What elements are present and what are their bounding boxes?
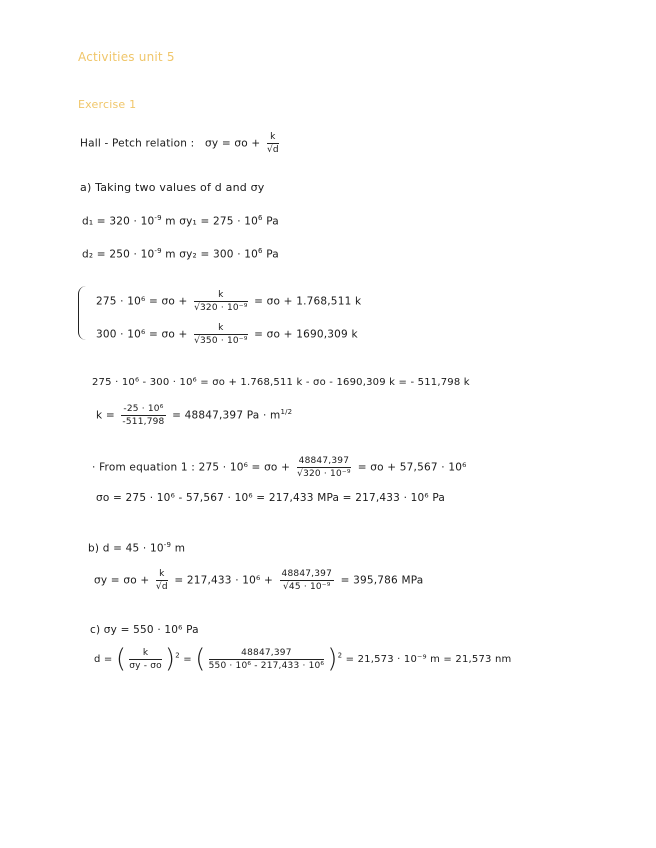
sigma1-unit: Pa xyxy=(262,215,279,228)
fraction-numerator: k xyxy=(267,132,279,144)
from-eq-fraction xyxy=(297,456,351,479)
hall-petch-fraction xyxy=(267,132,279,155)
system-equation-1 xyxy=(96,290,361,313)
sys2-right: = σo + 1690,309 k xyxy=(254,328,358,341)
fraction-denominator: σy - σo xyxy=(129,660,162,671)
exercise-heading: Exercise 1 xyxy=(78,98,137,111)
sigma0-result: σo = 275 · 10⁶ - 57,567 · 10⁶ = 217,433 MPa = 217,433 · 10⁶ Pa xyxy=(96,492,446,504)
d1-exponent: -9 xyxy=(154,214,162,222)
k-unit-exponent: 1/2 xyxy=(280,408,293,416)
d2-exponent: -9 xyxy=(154,247,162,255)
fraction-numerator: 48847,397 xyxy=(209,648,325,660)
from-eq-right: = σo + 57,567 · 10⁶ xyxy=(357,461,467,474)
part-c-mid: = xyxy=(183,654,192,665)
part-c-rhs: = 21,573 · 10⁻⁹ m = 21,573 nm xyxy=(345,654,512,665)
system-brace xyxy=(78,286,89,340)
d1-values xyxy=(82,214,279,228)
part-b-intro xyxy=(88,541,185,555)
hall-petch-lhs: σy = σo + xyxy=(205,137,261,150)
fraction-numerator: 48847,397 xyxy=(281,569,333,579)
close-paren: ) xyxy=(327,644,338,674)
fraction-denominator: √320 · 10⁻⁹ xyxy=(194,303,248,313)
hall-petch-relation xyxy=(80,132,282,155)
d1-text: d₁ = 320 · 10 xyxy=(82,215,155,228)
hall-petch-label: Hall - Petch relation : xyxy=(80,137,195,150)
k-rhs: = 48847,397 Pa · m xyxy=(172,409,281,422)
fraction-numerator: -25 · 10⁶ xyxy=(123,404,164,414)
from-eq-left: · From equation 1 : 275 · 10⁶ = σo + xyxy=(92,461,291,474)
fraction-denominator: √350 · 10⁻⁹ xyxy=(194,336,248,346)
part-b-fraction-1 xyxy=(156,569,168,592)
part-b-fraction-2 xyxy=(280,569,334,592)
part-a-intro: a) Taking two values of d and σy xyxy=(80,181,265,194)
close-paren: ) xyxy=(164,644,176,674)
sys1-right: = σo + 1.768,511 k xyxy=(254,295,362,308)
sys1-left: 275 · 10⁶ = σo + xyxy=(96,295,188,308)
part-b-lhs: σy = σo + xyxy=(94,574,150,587)
sigma1-exponent: 6 xyxy=(258,214,263,222)
fraction-denominator: √320 · 10⁻⁹ xyxy=(297,469,351,479)
fraction-denominator: -511,798 xyxy=(122,417,165,427)
part-b-exponent: -9 xyxy=(163,541,172,549)
d1-sigma-text: m σy₁ = 275 · 10 xyxy=(161,215,259,228)
sys2-left: 300 · 10⁶ = σo + xyxy=(96,328,188,341)
fraction-numerator: k xyxy=(156,569,168,581)
part-c-lhs: d = xyxy=(94,654,113,665)
fraction-numerator: k xyxy=(129,648,162,660)
part-b-intro-text: b) d = 45 · 10 xyxy=(88,542,164,555)
d2-sigma-text: m σy₂ = 300 · 10 xyxy=(161,248,259,261)
sys1-fraction xyxy=(194,290,248,313)
page-title: Activities unit 5 xyxy=(78,50,175,64)
part-c-intro: c) σy = 550 · 10⁶ Pa xyxy=(90,624,199,636)
sigma2-unit: Pa xyxy=(262,248,279,261)
sys2-fraction xyxy=(194,323,248,346)
fraction-denominator: 550 · 10⁶ - 217,433 · 10⁶ xyxy=(208,660,325,671)
k-fraction xyxy=(121,404,165,427)
part-c-exponent-2: 2 xyxy=(337,651,343,660)
part-b-rhs: = 395,786 MPa xyxy=(340,574,424,587)
fraction-denominator: √d xyxy=(266,145,279,155)
fraction-denominator: √45 · 10⁻⁹ xyxy=(282,582,331,592)
part-c-exponent-1: 2 xyxy=(175,651,180,660)
sigma2-exponent: 6 xyxy=(258,247,263,255)
fraction-numerator: k xyxy=(194,290,248,302)
fraction-numerator: k xyxy=(194,323,248,335)
d2-values xyxy=(82,247,279,261)
from-equation-line xyxy=(92,456,467,479)
d2-text: d₂ = 250 · 10 xyxy=(82,248,155,261)
part-b-mid: = 217,433 · 10⁶ + xyxy=(174,574,273,587)
subtraction-line: 275 · 10⁶ - 300 · 10⁶ = σo + 1.768,511 k - σo - 1690,309 k = - 511,798 k xyxy=(92,377,470,388)
fraction-numerator: 48847,397 xyxy=(298,456,350,466)
fraction-denominator: √d xyxy=(155,582,168,592)
part-c-fraction-1 xyxy=(129,648,162,671)
system-equation-2 xyxy=(96,323,358,346)
open-paren: ( xyxy=(195,644,206,674)
part-c-fraction-2 xyxy=(209,648,325,671)
open-paren: ( xyxy=(115,644,127,674)
part-b-unit: m xyxy=(171,542,186,555)
part-c-equation xyxy=(94,646,511,672)
k-lhs: k = xyxy=(96,409,115,422)
k-result xyxy=(96,404,292,427)
part-b-equation xyxy=(94,569,423,592)
